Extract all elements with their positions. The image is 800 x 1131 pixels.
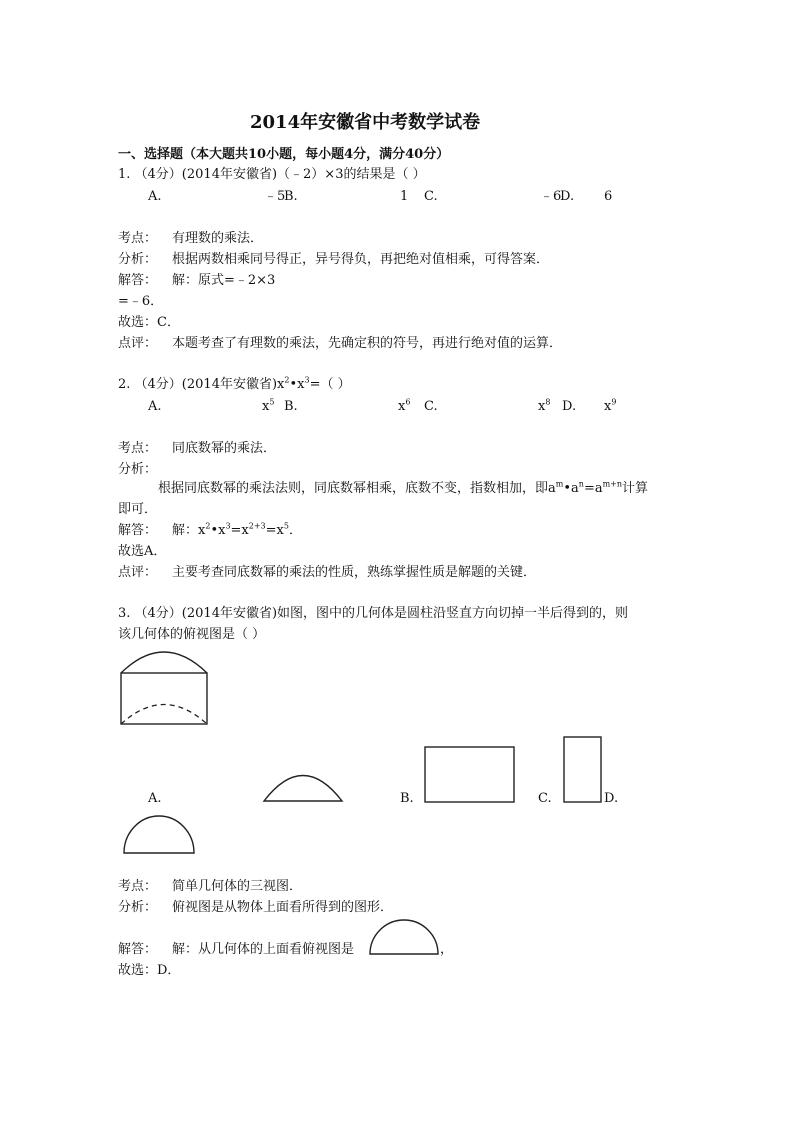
q3-option-a-figure bbox=[262, 768, 344, 804]
q2-option-d-label: D. bbox=[562, 399, 577, 414]
q1-jieda-label: 解答： bbox=[118, 273, 158, 288]
q3-fenxi-label: 分析： bbox=[118, 900, 158, 915]
q3-kaodian-label: 考点： bbox=[118, 879, 158, 894]
q2-option-b-label: B. bbox=[284, 399, 298, 414]
q1-option-a-value: ﹣5 bbox=[264, 189, 286, 204]
q3-jieda: 解：从几何体的上面看俯视图是 bbox=[172, 942, 355, 957]
q1-option-b-label: B. bbox=[284, 189, 298, 204]
q2-dianping-label: 点评： bbox=[118, 565, 158, 580]
section-heading: 一、选择题（本大题共10小题，每小题4分，满分40分） bbox=[118, 147, 450, 162]
q3-option-b-label: B. bbox=[400, 791, 414, 806]
q1-kaodian: 有理数的乘法． bbox=[172, 231, 264, 246]
q1-kaodian-label: 考点： bbox=[118, 231, 158, 246]
q1-option-d-label: D. bbox=[560, 189, 575, 204]
q1-jieda: 解：原式=﹣2×3 bbox=[172, 273, 276, 288]
q3-option-c-figure bbox=[563, 736, 603, 804]
q1-option-d-value: 6 bbox=[604, 189, 613, 204]
q1-answer: 故选：C． bbox=[118, 315, 180, 330]
q3-jieda-label: 解答： bbox=[118, 942, 158, 957]
q1-option-c-label: C. bbox=[424, 189, 438, 204]
q3-option-a-label: A. bbox=[148, 791, 162, 806]
q2-option-a-value: $x^5$ bbox=[262, 397, 275, 414]
q2-fenxi-label: 分析： bbox=[118, 462, 158, 477]
q2-fenxi: 根据同底数幂的乘法法则，同底数幂相乘，底数不变，指数相加，即$a^m•a^n=a^{m+n}$计算 bbox=[158, 479, 649, 496]
q3-option-d-figure bbox=[122, 814, 196, 856]
q3-answer: 故选：D． bbox=[118, 963, 181, 978]
q3-answer-figure bbox=[368, 918, 440, 956]
q1-stem: 1. （4分）(2014年安徽省)（﹣2）×3的结果是（ ） bbox=[118, 167, 426, 182]
q1-fenxi-label: 分析： bbox=[118, 252, 158, 267]
q1-fenxi: 根据两数相乘同号得正，异号得负，再把绝对值相乘，可得答案． bbox=[172, 252, 550, 267]
q3-stem-line1: 3. （4分）(2014年安徽省)如图，图中的几何体是圆柱沿竖直方向切掉一半后得到的，则 bbox=[118, 606, 629, 621]
q3-fenxi: 俯视图是从物体上面看所得到的图形． bbox=[172, 900, 394, 915]
q3-option-b-figure bbox=[424, 746, 516, 804]
q3-option-c-label: C. bbox=[538, 791, 552, 806]
q1-dianping: 本题考查了有理数的乘法，先确定积的符号，再进行绝对值的运算． bbox=[172, 336, 563, 351]
q2-jieda: 解：$x^2•x^3=x^{2+3}=x^5$． bbox=[172, 521, 302, 538]
q2-option-c-value: $x^8$ bbox=[538, 397, 551, 414]
page-title: 2014年安徽省中考数学试卷 bbox=[250, 112, 481, 133]
q1-option-b-value: 1 bbox=[400, 189, 409, 204]
q3-option-d-label: D. bbox=[604, 791, 619, 806]
q1-jieda-line2: =﹣6． bbox=[118, 294, 164, 309]
q2-fenxi-line2: 即可． bbox=[118, 502, 158, 517]
q2-kaodian: 同底数幂的乘法． bbox=[172, 441, 277, 456]
q2-dianping: 主要考查同底数幂的乘法的性质，熟练掌握性质是解题的关键． bbox=[172, 565, 537, 580]
q2-answer: 故选A． bbox=[118, 544, 167, 559]
q3-stem-line2: 该几何体的俯视图是（ ） bbox=[118, 627, 266, 642]
q2-option-d-value: $x^9$ bbox=[604, 397, 617, 414]
q2-option-b-value: $x^6$ bbox=[398, 397, 411, 414]
q3-jieda-post: ， bbox=[440, 942, 454, 957]
q2-stem: 2. （4分）(2014年安徽省)$x^2•x^3=$（ ） bbox=[118, 375, 351, 392]
q2-jieda-label: 解答： bbox=[118, 523, 158, 538]
q2-kaodian-label: 考点： bbox=[118, 441, 158, 456]
q1-dianping-label: 点评： bbox=[118, 336, 158, 351]
q1-option-a-label: A. bbox=[148, 189, 162, 204]
q2-option-c-label: C. bbox=[424, 399, 438, 414]
q2-option-a-label: A. bbox=[148, 399, 162, 414]
q3-kaodian: 简单几何体的三视图． bbox=[172, 879, 303, 894]
q1-option-c-value: ﹣6 bbox=[540, 189, 562, 204]
half-cylinder-figure bbox=[118, 645, 210, 727]
